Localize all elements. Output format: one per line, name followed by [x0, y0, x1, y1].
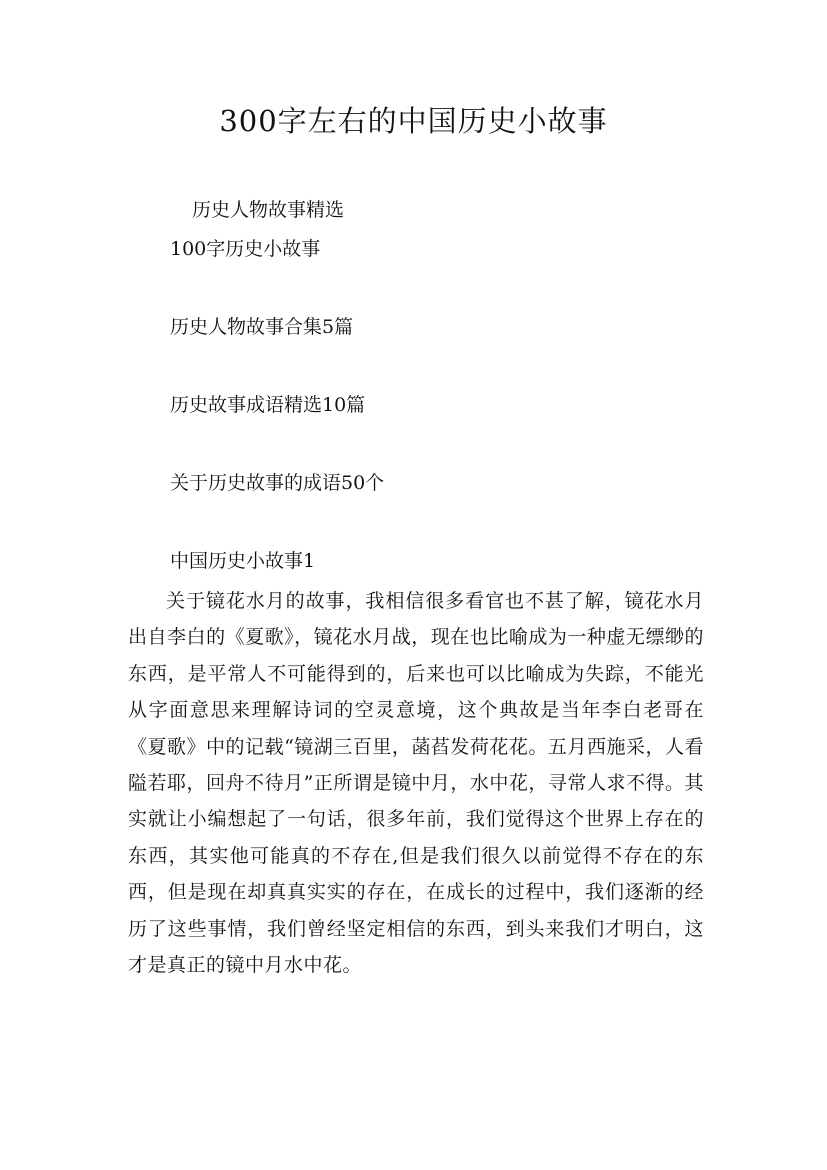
- story-paragraph: 关于镜花水月的故事，我相信很多看官也不甚了解，镜花水月出自李白的《夏歌》，镜花水月战，现在也比喻成为一种虚无缥缈的东西，是平常人不可能得到的，后来也可以比喻成为失踪，不能光从字面意思来理解诗词的空灵意境，这个典故是当年李白老哥在《夏歌》中的记载“镜湖三百里，菡萏发荷花花。五月西施采，人看隘若耶，回舟不待月”正所谓是镜中月，水中花，寻常人求不得。其实就让小编想起了一句话，很多年前，我们觉得这个世界上存在的东西，其实他可能真的不存在,但是我们很久以前觉得不存在的东西，但是现在却真真实实的存在，在成长的过程中，我们逐渐的经历了这些事情，我们曾经坚定相信的东西，到头来我们才明白，这才是真正的镜中月水中花。: [128, 590, 704, 977]
- document-title: 300字左右的中国历史小故事: [219, 104, 608, 138]
- related-link-4[interactable]: 历史故事成语精选10篇: [170, 394, 366, 416]
- related-link-2[interactable]: 100字历史小故事: [170, 238, 321, 260]
- related-link-5[interactable]: 关于历史故事的成语50个: [170, 472, 385, 494]
- related-link-1[interactable]: 历史人物故事精选: [192, 199, 345, 221]
- section-heading: 中国历史小故事1: [170, 550, 316, 572]
- related-link-3[interactable]: 历史人物故事合集5篇: [170, 316, 354, 338]
